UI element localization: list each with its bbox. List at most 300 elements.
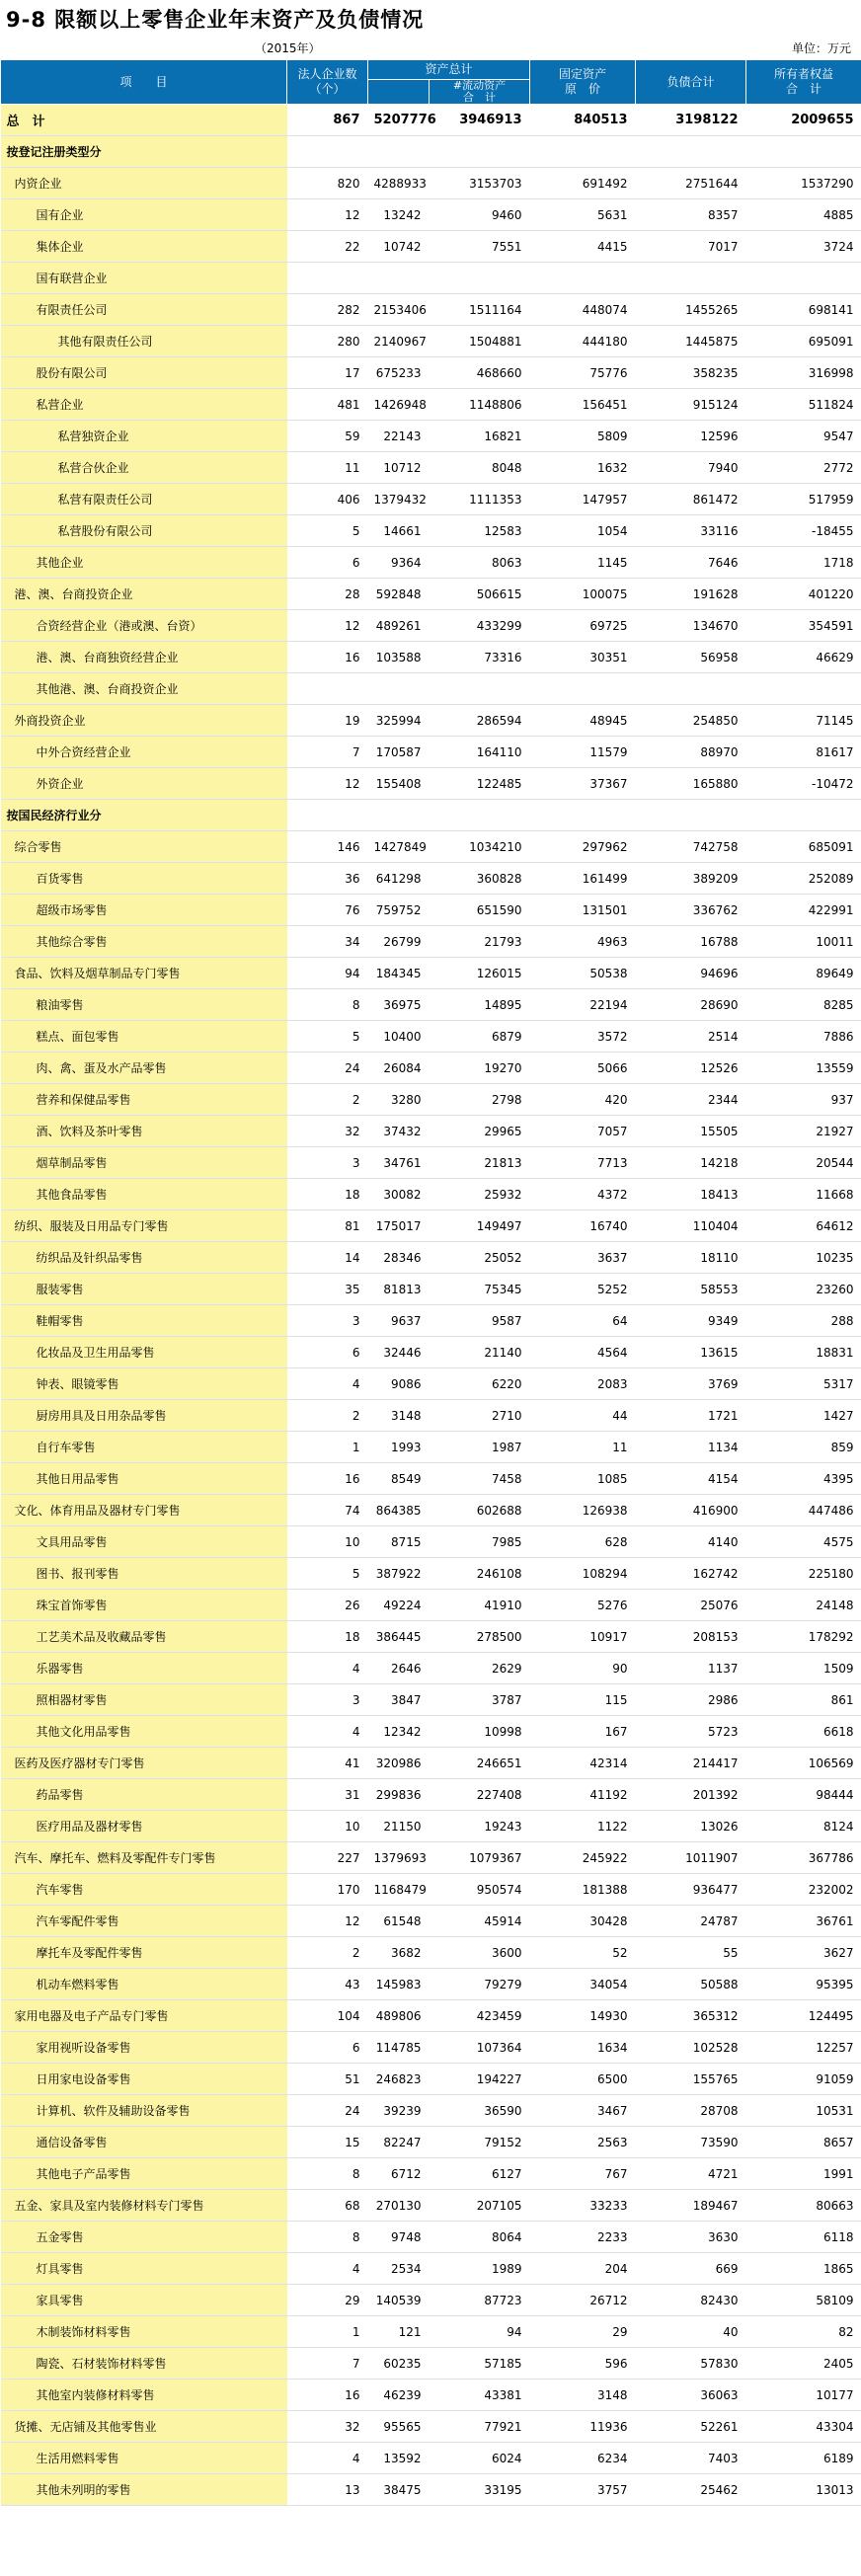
- cell-current-assets: 73316: [430, 642, 530, 673]
- cell-fixed-assets: 14930: [530, 2000, 636, 2032]
- table-row: [1, 1653, 861, 1684]
- cell-assets: 2646: [368, 1653, 430, 1684]
- cell-liabilities: 73590: [636, 2127, 746, 2158]
- cell-liabilities: 2986: [636, 1684, 746, 1716]
- cell-assets: 184345: [368, 958, 430, 989]
- cell-equity: 685091: [746, 831, 861, 863]
- cell-liabilities: 165880: [636, 768, 746, 800]
- row-label: 酒、饮料及茶叶零售: [1, 1116, 287, 1147]
- cell-equity: 24148: [746, 1590, 861, 1621]
- assets-liabilities-table: [0, 59, 861, 2506]
- cell-liabilities: 861472: [636, 484, 746, 515]
- row-label: 自行车零售: [1, 1432, 287, 1463]
- cell-current-assets: 3946913: [430, 105, 530, 136]
- cell-liabilities: 7403: [636, 2443, 746, 2474]
- cell-equity: 9547: [746, 421, 861, 452]
- cell-count: 5: [287, 515, 368, 547]
- table-row: [1, 515, 861, 547]
- cell-current-assets: 57185: [430, 2348, 530, 2380]
- cell-liabilities: 365312: [636, 2000, 746, 2032]
- cell-current-assets: [430, 136, 530, 168]
- cell-fixed-assets: 126938: [530, 1495, 636, 1526]
- data-table-container: [0, 59, 861, 2506]
- cell-equity: 6118: [746, 2222, 861, 2253]
- row-label: 医药及医疗器材专门零售: [1, 1748, 287, 1779]
- cell-fixed-assets: 75776: [530, 357, 636, 389]
- row-label: 其他日用品零售: [1, 1463, 287, 1495]
- cell-assets: 36975: [368, 989, 430, 1021]
- cell-equity: 12257: [746, 2032, 861, 2064]
- cell-fixed-assets: 628: [530, 1526, 636, 1558]
- cell-equity: 8657: [746, 2127, 861, 2158]
- cell-assets: 26084: [368, 1053, 430, 1084]
- cell-fixed-assets: 22194: [530, 989, 636, 1021]
- table-row: [1, 326, 861, 357]
- cell-count: 3: [287, 1147, 368, 1179]
- table-row: [1, 610, 861, 642]
- cell-assets: 489261: [368, 610, 430, 642]
- cell-current-assets: 8048: [430, 452, 530, 484]
- cell-assets: 325994: [368, 705, 430, 737]
- cell-current-assets: 1511164: [430, 294, 530, 326]
- cell-equity: 8285: [746, 989, 861, 1021]
- cell-current-assets: 14895: [430, 989, 530, 1021]
- cell-assets: 675233: [368, 357, 430, 389]
- row-label: 按国民经济行业分: [1, 800, 287, 831]
- row-label: 集体企业: [1, 231, 287, 263]
- table-row: [1, 737, 861, 768]
- cell-count: 31: [287, 1779, 368, 1811]
- cell-fixed-assets: [530, 263, 636, 294]
- row-label: 货摊、无店铺及其他零售业: [1, 2411, 287, 2443]
- cell-count: [287, 136, 368, 168]
- cell-equity: 124495: [746, 2000, 861, 2032]
- cell-fixed-assets: 444180: [530, 326, 636, 357]
- cell-equity: 695091: [746, 326, 861, 357]
- cell-equity: 2405: [746, 2348, 861, 2380]
- row-label: 文化、体育用品及器材专门零售: [1, 1495, 287, 1526]
- cell-liabilities: 5723: [636, 1716, 746, 1748]
- cell-fixed-assets: 840513: [530, 105, 636, 136]
- table-row: [1, 863, 861, 895]
- cell-equity: 447486: [746, 1495, 861, 1526]
- cell-count: 146: [287, 831, 368, 863]
- row-label: 外商投资企业: [1, 705, 287, 737]
- cell-assets: 9748: [368, 2222, 430, 2253]
- row-label: 服装零售: [1, 1274, 287, 1305]
- row-label: 其他企业: [1, 547, 287, 579]
- cell-fixed-assets: 767: [530, 2158, 636, 2190]
- row-label: 港、澳、台商独资经营企业: [1, 642, 287, 673]
- cell-fixed-assets: 167: [530, 1716, 636, 1748]
- cell-assets: 299836: [368, 1779, 430, 1811]
- cell-current-assets: 79279: [430, 1969, 530, 2000]
- cell-current-assets: 79152: [430, 2127, 530, 2158]
- table-row: [1, 452, 861, 484]
- header-equity: 所有者权益 合 计: [746, 60, 861, 105]
- table-row: [1, 1969, 861, 2000]
- cell-current-assets: 36590: [430, 2095, 530, 2127]
- cell-liabilities: 336762: [636, 895, 746, 926]
- header-count: 法人企业数 （个）: [287, 60, 368, 105]
- row-label: 照相器材零售: [1, 1684, 287, 1716]
- cell-count: 12: [287, 768, 368, 800]
- cell-fixed-assets: [530, 800, 636, 831]
- cell-assets: 81813: [368, 1274, 430, 1305]
- cell-liabilities: 214417: [636, 1748, 746, 1779]
- cell-fixed-assets: 30351: [530, 642, 636, 673]
- row-label: 其他港、澳、台商投资企业: [1, 673, 287, 705]
- table-row: [1, 1116, 861, 1147]
- table-row: [1, 1021, 861, 1053]
- table-row: [1, 1432, 861, 1463]
- cell-liabilities: 191628: [636, 579, 746, 610]
- cell-current-assets: 7551: [430, 231, 530, 263]
- cell-count: 16: [287, 1463, 368, 1495]
- cell-liabilities: 358235: [636, 357, 746, 389]
- cell-liabilities: 15505: [636, 1116, 746, 1147]
- table-row: [1, 2000, 861, 2032]
- cell-assets: 22143: [368, 421, 430, 452]
- cell-equity: 10531: [746, 2095, 861, 2127]
- cell-equity: 4885: [746, 199, 861, 231]
- cell-liabilities: 52261: [636, 2411, 746, 2443]
- cell-assets: 489806: [368, 2000, 430, 2032]
- cell-fixed-assets: 6234: [530, 2443, 636, 2474]
- cell-fixed-assets: 4564: [530, 1337, 636, 1368]
- table-row: [1, 768, 861, 800]
- cell-count: 5: [287, 1021, 368, 1053]
- cell-fixed-assets: 11579: [530, 737, 636, 768]
- cell-equity: 517959: [746, 484, 861, 515]
- table-row: [1, 2348, 861, 2380]
- cell-assets: 10742: [368, 231, 430, 263]
- cell-assets: 21150: [368, 1811, 430, 1842]
- cell-assets: 14661: [368, 515, 430, 547]
- cell-assets: 6712: [368, 2158, 430, 2190]
- cell-liabilities: 155765: [636, 2064, 746, 2095]
- cell-assets: 320986: [368, 1748, 430, 1779]
- cell-equity: 46629: [746, 642, 861, 673]
- row-label: 其他未列明的零售: [1, 2474, 287, 2506]
- cell-fixed-assets: 1085: [530, 1463, 636, 1495]
- cell-liabilities: 134670: [636, 610, 746, 642]
- table-row: [1, 642, 861, 673]
- cell-current-assets: 19243: [430, 1811, 530, 1842]
- cell-equity: 6618: [746, 1716, 861, 1748]
- cell-current-assets: 12583: [430, 515, 530, 547]
- cell-liabilities: 7646: [636, 547, 746, 579]
- cell-liabilities: 88970: [636, 737, 746, 768]
- row-label: 其他食品零售: [1, 1179, 287, 1210]
- cell-current-assets: 9587: [430, 1305, 530, 1337]
- cell-current-assets: [430, 673, 530, 705]
- row-label: 按登记注册类型分: [1, 136, 287, 168]
- cell-assets: 386445: [368, 1621, 430, 1653]
- cell-liabilities: 28690: [636, 989, 746, 1021]
- table-row: [1, 1495, 861, 1526]
- cell-count: 4: [287, 1716, 368, 1748]
- cell-count: 81: [287, 1210, 368, 1242]
- table-row: [1, 2411, 861, 2443]
- table-row: [1, 673, 861, 705]
- cell-current-assets: 21793: [430, 926, 530, 958]
- cell-liabilities: 1011907: [636, 1842, 746, 1874]
- cell-assets: 121: [368, 2316, 430, 2348]
- table-row: [1, 2095, 861, 2127]
- cell-fixed-assets: 69725: [530, 610, 636, 642]
- cell-equity: 21927: [746, 1116, 861, 1147]
- table-row: [1, 1748, 861, 1779]
- cell-assets: 5207776: [368, 105, 430, 136]
- cell-liabilities: 33116: [636, 515, 746, 547]
- row-label: 汽车零配件零售: [1, 1906, 287, 1937]
- cell-current-assets: 6024: [430, 2443, 530, 2474]
- cell-equity: -10472: [746, 768, 861, 800]
- table-row: [1, 1305, 861, 1337]
- row-label: 私营有限责任公司: [1, 484, 287, 515]
- cell-liabilities: 56958: [636, 642, 746, 673]
- cell-fixed-assets: 7057: [530, 1116, 636, 1147]
- cell-assets: [368, 800, 430, 831]
- cell-equity: 8124: [746, 1811, 861, 1842]
- cell-fixed-assets: 4415: [530, 231, 636, 263]
- cell-current-assets: 6220: [430, 1368, 530, 1400]
- cell-fixed-assets: 297962: [530, 831, 636, 863]
- cell-liabilities: 14218: [636, 1147, 746, 1179]
- cell-liabilities: 3630: [636, 2222, 746, 2253]
- cell-liabilities: 8357: [636, 199, 746, 231]
- table-row: [1, 1590, 861, 1621]
- row-label: 工艺美术品及收藏品零售: [1, 1621, 287, 1653]
- cell-equity: 354591: [746, 610, 861, 642]
- cell-count: 32: [287, 1116, 368, 1147]
- table-row: [1, 1621, 861, 1653]
- cell-assets: 12342: [368, 1716, 430, 1748]
- cell-current-assets: 194227: [430, 2064, 530, 2095]
- cell-liabilities: 1134: [636, 1432, 746, 1463]
- cell-count: 481: [287, 389, 368, 421]
- cell-assets: 3682: [368, 1937, 430, 1969]
- cell-equity: 859: [746, 1432, 861, 1463]
- cell-current-assets: 164110: [430, 737, 530, 768]
- cell-fixed-assets: 90: [530, 1653, 636, 1684]
- table-row: [1, 1463, 861, 1495]
- cell-count: 36: [287, 863, 368, 895]
- cell-assets: 1993: [368, 1432, 430, 1463]
- cell-liabilities: 201392: [636, 1779, 746, 1811]
- table-row: [1, 1242, 861, 1274]
- cell-equity: 23260: [746, 1274, 861, 1305]
- cell-liabilities: 9349: [636, 1305, 746, 1337]
- cell-count: 4: [287, 2253, 368, 2285]
- row-label: 计算机、软件及辅助设备零售: [1, 2095, 287, 2127]
- cell-fixed-assets: 147957: [530, 484, 636, 515]
- cell-fixed-assets: 100075: [530, 579, 636, 610]
- cell-assets: 49224: [368, 1590, 430, 1621]
- cell-fixed-assets: 5066: [530, 1053, 636, 1084]
- cell-equity: 5317: [746, 1368, 861, 1400]
- row-label: 粮油零售: [1, 989, 287, 1021]
- cell-equity: 64612: [746, 1210, 861, 1242]
- cell-count: 4: [287, 1368, 368, 1400]
- table-row: [1, 1368, 861, 1400]
- cell-liabilities: 742758: [636, 831, 746, 863]
- cell-equity: 13013: [746, 2474, 861, 2506]
- cell-liabilities: 55: [636, 1937, 746, 1969]
- cell-current-assets: 227408: [430, 1779, 530, 1811]
- cell-equity: 2009655: [746, 105, 861, 136]
- cell-count: 1: [287, 1432, 368, 1463]
- cell-liabilities: 208153: [636, 1621, 746, 1653]
- cell-assets: 155408: [368, 768, 430, 800]
- table-row: [1, 2032, 861, 2064]
- cell-fixed-assets: 11: [530, 1432, 636, 1463]
- cell-count: 59: [287, 421, 368, 452]
- cell-liabilities: 13615: [636, 1337, 746, 1368]
- row-label: 超级市场零售: [1, 895, 287, 926]
- cell-count: 26: [287, 1590, 368, 1621]
- row-label: 有限责任公司: [1, 294, 287, 326]
- cell-count: 18: [287, 1621, 368, 1653]
- table-row: [1, 168, 861, 199]
- cell-fixed-assets: 2233: [530, 2222, 636, 2253]
- row-label: 日用家电设备零售: [1, 2064, 287, 2095]
- row-label: 乐器零售: [1, 1653, 287, 1684]
- cell-fixed-assets: 204: [530, 2253, 636, 2285]
- cell-assets: 2153406: [368, 294, 430, 326]
- header-assets-total-blank: [368, 80, 430, 105]
- table-row: [1, 1684, 861, 1716]
- row-label: 五金零售: [1, 2222, 287, 2253]
- cell-assets: 10400: [368, 1021, 430, 1053]
- cell-liabilities: 18110: [636, 1242, 746, 1274]
- cell-current-assets: 25052: [430, 1242, 530, 1274]
- cell-current-assets: 1504881: [430, 326, 530, 357]
- table-row: [1, 579, 861, 610]
- row-label: 汽车零售: [1, 1874, 287, 1906]
- cell-equity: 7886: [746, 1021, 861, 1053]
- cell-current-assets: 94: [430, 2316, 530, 2348]
- cell-liabilities: 669: [636, 2253, 746, 2285]
- table-row: [1, 2253, 861, 2285]
- cell-current-assets: 360828: [430, 863, 530, 895]
- cell-liabilities: 28708: [636, 2095, 746, 2127]
- row-label: 其他综合零售: [1, 926, 287, 958]
- cell-assets: 1426948: [368, 389, 430, 421]
- cell-count: 19: [287, 705, 368, 737]
- cell-fixed-assets: 1054: [530, 515, 636, 547]
- table-row: [1, 1147, 861, 1179]
- cell-liabilities: 4154: [636, 1463, 746, 1495]
- cell-equity: 367786: [746, 1842, 861, 1874]
- cell-count: 4: [287, 1653, 368, 1684]
- cell-assets: 759752: [368, 895, 430, 926]
- cell-liabilities: 82430: [636, 2285, 746, 2316]
- cell-equity: 178292: [746, 1621, 861, 1653]
- cell-current-assets: 433299: [430, 610, 530, 642]
- table-row: [1, 199, 861, 231]
- cell-current-assets: 286594: [430, 705, 530, 737]
- cell-current-assets: 3787: [430, 1684, 530, 1716]
- cell-count: 24: [287, 1053, 368, 1084]
- header-fixed-assets: 固定资产 原 价: [530, 60, 636, 105]
- table-row: [1, 2474, 861, 2506]
- cell-current-assets: [430, 800, 530, 831]
- cell-assets: 26799: [368, 926, 430, 958]
- table-row: [1, 1084, 861, 1116]
- cell-current-assets: [430, 263, 530, 294]
- cell-fixed-assets: 64: [530, 1305, 636, 1337]
- cell-liabilities: 3198122: [636, 105, 746, 136]
- cell-current-assets: 1987: [430, 1432, 530, 1463]
- cell-count: 2: [287, 1937, 368, 1969]
- table-row: [1, 705, 861, 737]
- cell-liabilities: 7940: [636, 452, 746, 484]
- cell-liabilities: 94696: [636, 958, 746, 989]
- cell-liabilities: 24787: [636, 1906, 746, 1937]
- cell-equity: 288: [746, 1305, 861, 1337]
- cell-fixed-assets: 6500: [530, 2064, 636, 2095]
- cell-assets: 8549: [368, 1463, 430, 1495]
- cell-equity: 861: [746, 1684, 861, 1716]
- cell-liabilities: 2751644: [636, 168, 746, 199]
- row-label: 其他电子产品零售: [1, 2158, 287, 2190]
- row-label: 国有联营企业: [1, 263, 287, 294]
- cell-assets: 1168479: [368, 1874, 430, 1906]
- cell-liabilities: 36063: [636, 2380, 746, 2411]
- cell-count: 28: [287, 579, 368, 610]
- cell-current-assets: 423459: [430, 2000, 530, 2032]
- cell-liabilities: 25462: [636, 2474, 746, 2506]
- cell-liabilities: 915124: [636, 389, 746, 421]
- row-label: 烟草制品零售: [1, 1147, 287, 1179]
- table-row: [1, 831, 861, 863]
- row-label: 通信设备零售: [1, 2127, 287, 2158]
- cell-current-assets: 2798: [430, 1084, 530, 1116]
- cell-count: 51: [287, 2064, 368, 2095]
- cell-equity: 98444: [746, 1779, 861, 1811]
- cell-count: 7: [287, 2348, 368, 2380]
- cell-assets: 9364: [368, 547, 430, 579]
- row-label: 外资企业: [1, 768, 287, 800]
- cell-count: 74: [287, 1495, 368, 1526]
- cell-current-assets: 21140: [430, 1337, 530, 1368]
- cell-count: [287, 800, 368, 831]
- header-item: 项 目: [1, 60, 287, 105]
- cell-equity: 18831: [746, 1337, 861, 1368]
- cell-fixed-assets: [530, 673, 636, 705]
- row-label: 私营独资企业: [1, 421, 287, 452]
- cell-count: [287, 673, 368, 705]
- cell-liabilities: 57830: [636, 2348, 746, 2380]
- cell-assets: 82247: [368, 2127, 430, 2158]
- cell-liabilities: 2514: [636, 1021, 746, 1053]
- row-label: 珠宝首饰零售: [1, 1590, 287, 1621]
- cell-count: 10: [287, 1811, 368, 1842]
- cell-current-assets: 1148806: [430, 389, 530, 421]
- cell-equity: 6189: [746, 2443, 861, 2474]
- table-row: [1, 1779, 861, 1811]
- row-label: 肉、禽、蛋及水产品零售: [1, 1053, 287, 1084]
- cell-equity: 80663: [746, 2190, 861, 2222]
- cell-current-assets: 602688: [430, 1495, 530, 1526]
- cell-count: 1: [287, 2316, 368, 2348]
- table-row: [1, 2380, 861, 2411]
- cell-equity: 71145: [746, 705, 861, 737]
- cell-equity: 3627: [746, 1937, 861, 1969]
- cell-liabilities: 50588: [636, 1969, 746, 2000]
